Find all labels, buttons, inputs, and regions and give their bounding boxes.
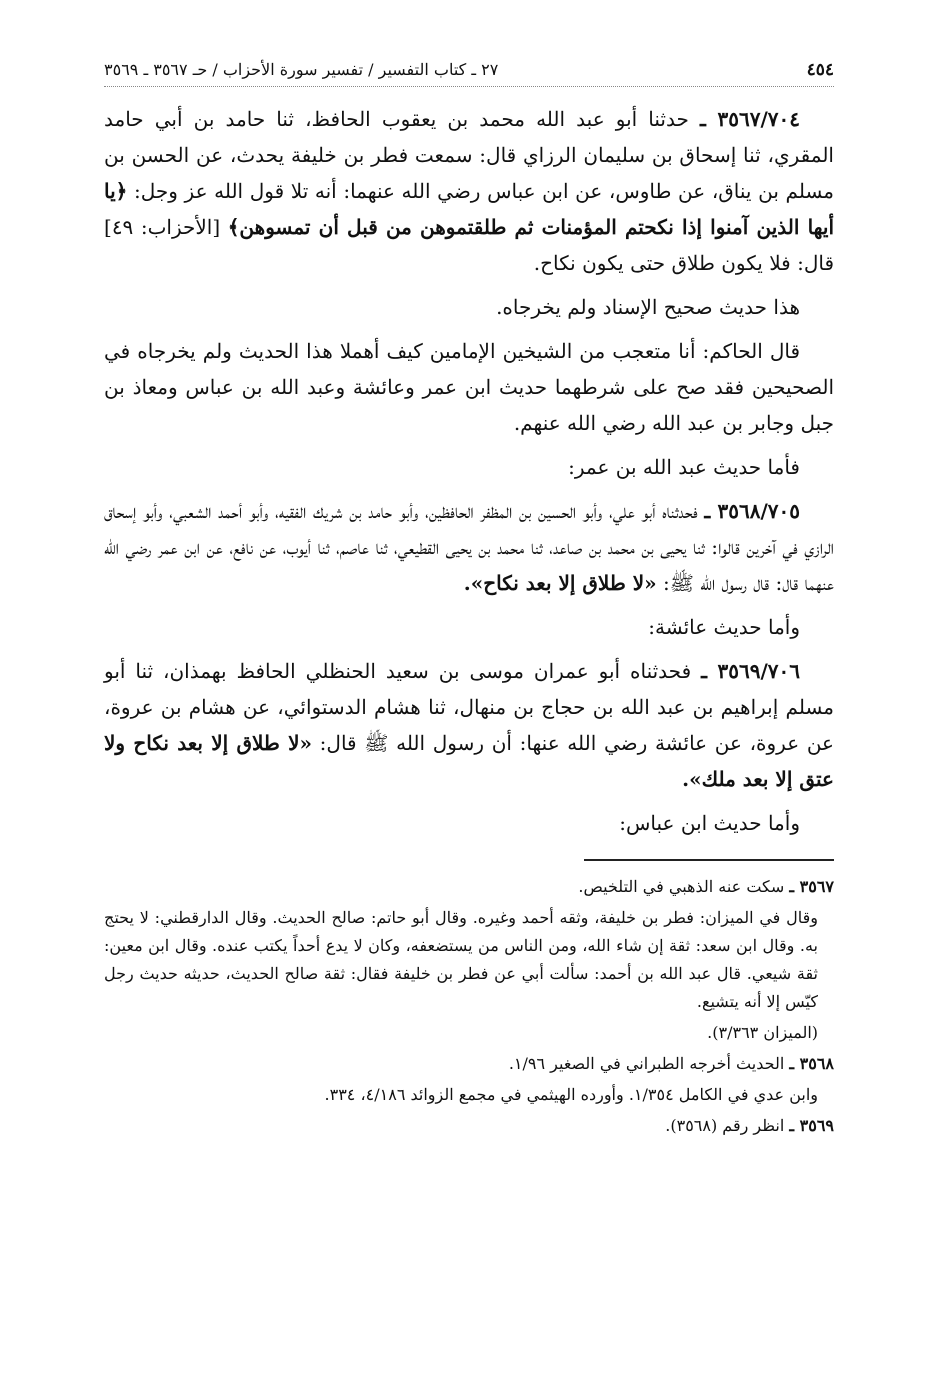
- section-intro-ibn-umar: فأما حديث عبد الله بن عمر:: [568, 455, 800, 479]
- footnote-number: ٣٥٦٩ ـ: [789, 1116, 834, 1135]
- footnote-text: انظر رقم (٣٥٦٨).: [665, 1116, 785, 1135]
- hadith-text: فحدثناه أبو عمران موسى بن سعيد الحنظلي الحافظ بهمذان، ثنا أبو مسلم إبراهيم بن عبد الله بن حجاج بن منهال، ثنا هشام الدستوائي، عن هشام بن عروة، عن عروة، عن عائشة رضي الله عنها: أن رسول الله ﷺ قال:: [104, 659, 834, 755]
- section-intro-ibn-abbas: وأما حديث ابن عباس:: [619, 811, 800, 835]
- hadith-text: فحدثناه أبو علي، وأبو الحسين بن المظفر الحافظين، وأبو حامد بن شريك الفقيه، وأبو أحمد الشعبي، وأبو إسحاق الرازي في آخرين قالوا: ثنا يحيى بن محمد بن صاعد، ثنا محمد بن يحيى القطيعي، ثنا عاصم، ثنا أيوب، عن نافع، عن ابن عمر رضي الله عنهما قال: قال رسول الله ﷺ:: [104, 499, 834, 595]
- footnote-3568-detail: وابن عدي في الكامل ١/٣٥٤. وأورده الهيثمي في مجمع الزوائد ٤/١٨٦، ٣٣٤.: [324, 1085, 818, 1104]
- footnote-number: ٣٥٦٨ ـ: [789, 1054, 834, 1073]
- footnote-divider: [584, 859, 834, 861]
- footnote-3567-reference: (الميزان ٣/٣٦٣).: [707, 1023, 818, 1042]
- running-title: ٢٧ ـ كتاب التفسير / تفسير سورة الأحزاب / حـ ٣٥٦٧ ـ ٣٥٦٩: [104, 60, 499, 79]
- hadith-text-end: [الأحزاب: ٤٩] قال: فلا يكون طلاق حتى يكون نكاح.: [104, 215, 834, 275]
- footnote-text: سكت عنه الذهبي في التلخيص.: [578, 877, 785, 896]
- quran-verse: ﴿يا أيها الذين آمنوا إذا نكحتم المؤمنات ثم طلقتموهن من قبل أن تمسوهن﴾: [104, 179, 835, 239]
- hadith-3569: [104, 653, 834, 797]
- footnote-3568: [104, 1050, 834, 1078]
- prophetic-quote: «لا طلاق إلا بعد نكاح».: [463, 571, 657, 595]
- hadith-text: حدثنا أبو عبد الله محمد بن يعقوب الحافظ، ثنا حامد بن أبي حامد المقري، ثنا إسحاق بن سليمان الرزاي قال: سمعت فطر بن خليفة يحدث، عن الحسن بن مسلم بن يناق، عن طاوس، عن ابن عباس رضي الله عنهما: أنه تلا قول الله عز وجل:: [104, 107, 835, 203]
- hadith-number: ٣٥٦٧/٧٠٤ ـ: [699, 107, 801, 131]
- prophetic-quote: «لا طلاق إلا بعد نكاح ولا عتق إلا بعد ملك».: [104, 731, 834, 791]
- hadith-3567: [104, 101, 834, 281]
- footnote-3567-detail: وقال في الميزان: فطر بن خليفة، وثقه أحمد وغيره. وقال أبو حاتم: صالح الحديث. وقال الدارقطني: لا يحتج به. وقال ابن سعد: ثقة إن شاء الله، ومن الناس من يستضعفه، وكان لا يدع أحداً يكتب عنده. وقال ابن معين: ثقة شيعي. قال عبد الله بن أحمد: سألت أبي عن فطر بن خليفة فقال: ثقة صالح الحديث، حديثه حديث رجل كيّس إلا أنه يتشيع.: [104, 908, 818, 1011]
- hadith-3568: [104, 493, 834, 601]
- footnote-3569: [104, 1112, 834, 1140]
- hakim-comment: قال الحاكم: أنا متعجب من الشيخين الإمامين كيف أهملا هذا الحديث ولم يخرجاه في الصحيحين فقد صح على شرطهما حديث ابن عمر وعائشة وعبد الله بن عباس ومعاذ بن جبل وجابر بن عبد الله رضي الله عنهم.: [104, 339, 834, 435]
- grading-note: هذا حديث صحيح الإسناد ولم يخرجاه.: [496, 295, 800, 319]
- running-header: [104, 58, 834, 87]
- hadith-number: ٣٥٦٩/٧٠٦ ـ: [701, 659, 801, 683]
- footnote-text: الحديث أخرجه الطبراني في الصغير ١/٩٦.: [508, 1054, 785, 1073]
- footnote-number: ٣٥٦٧ ـ: [789, 877, 834, 896]
- page-number: ٤٥٤: [806, 60, 834, 80]
- section-intro-aisha: وأما حديث عائشة:: [648, 615, 800, 639]
- hadith-number: ٣٥٦٨/٧٠٥ ـ: [704, 499, 801, 523]
- footnote-3567: [104, 873, 834, 901]
